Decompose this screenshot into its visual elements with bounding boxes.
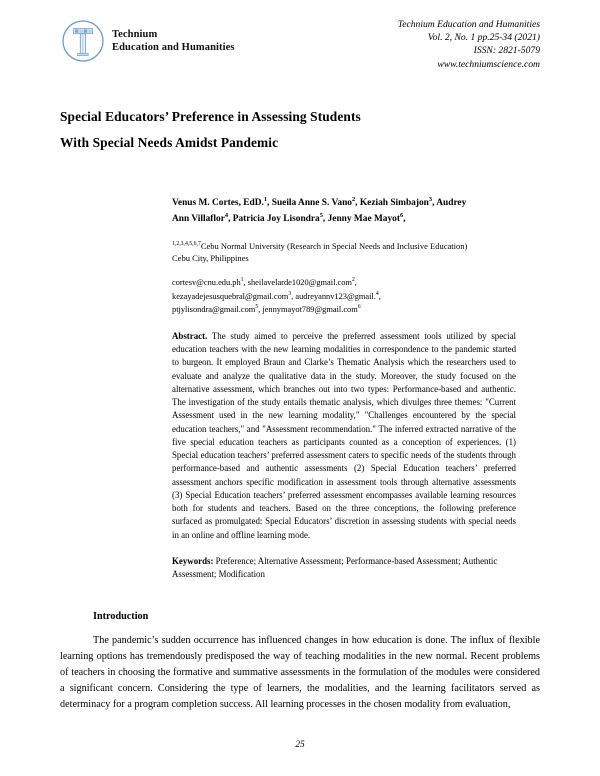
author-email-line: $cortesv@cnu.edu.ph^1$, sheilavelarde1020@gmail.com$^2$,	[172, 277, 357, 287]
author-email-line: ptjylisondra@gmail.com$^5$, jennymayot789@gmail.com$^6$	[172, 304, 361, 315]
journal-brand	[60, 14, 235, 64]
introduction-paragraph: The pandemic’s sudden occurrence has influenced changes in how education is done. The influx of flexible learning options has tremendously predisposed the way of teaching modalities in the new normal. Recent problems of teachers in choosing the formative and summative assessments in the formulation of the modules were considered a significant concern. Considering the type of learners, the modalities, and the learning facilitators served as determinacy for a program completion success. All learning processes in the chosen modality from evaluation,	[60, 634, 540, 710]
keywords-section	[60, 555, 540, 582]
page-title-line-1: Special Educators’ Preference in Assessing Students	[60, 109, 361, 124]
journal-info	[398, 14, 540, 71]
introduction-heading: Introduction	[93, 610, 149, 622]
author-line-2: Ann Villaflor$^4$, Patricia Joy Lisondra$^5$, Jenny Mae Mayot$^6$,	[172, 211, 406, 224]
journal-name: Technium Education and Humanities	[397, 19, 540, 30]
page-title-line-2: With Special Needs Amidst Pandemic	[60, 135, 279, 151]
technium-circular-logo-icon	[60, 18, 106, 64]
keywords-label: Keywords:	[172, 555, 214, 566]
abstract-text: The study aimed to perceive the preferred assessment tools utilized by special education teachers with the new learning modalities in correspondence to the pandemic started to burgeon. It employed Braun and Clarke’s Thematic Analysis which the researchers used to evaluate and analyze the qualitative data in the study. Moreover, the study focused on the alternative assessment, which branches out into two types: Performance-based and authentic. The investigation of the study entails thematic analysis, which divulges three themes: "Current Assessment used in the new learning modality," "Challenges encountered by the special education teachers," and "Assessment recommendation." The inferred extracted narrative of the five special education teachers as participants counted as a conception of experiences. (1) Special education teachers’ preferred assessment caters to specific needs of the students through performance-based and authentic assessments (2) Special Education teachers’ preferred assessment anchors specific modification in assessment tools through alternative assessments (3) Special Education teachers’ preferred assessment encompasses available learning resources both for students and teachers. Based on the three conceptions, the following preference surfaced as promulgated: Special Educators’ discretion in assessing students with special needs in an online and offline learning mode.	[172, 330, 516, 540]
author-affiliation: $^{1,2,3,4,5,6,7}$Cebu Normal University (Research in Special Needs and Inclusive Education) Cebu City, Philippines	[172, 240, 468, 264]
author-emails	[172, 276, 518, 317]
keywords-text: Preference; Alternative Assessment; Performance-based Assessment; Authentic Assessment; Modification	[172, 555, 498, 580]
author-line-1: Venus M. Cortes, EdD.$^1$, Sueila Anne S. Vano$^2$, Keziah Simbajon$^3$, Audrey	[172, 196, 467, 209]
journal-website: www.techniumscience.com	[437, 58, 540, 70]
brand-line-2: Education and Humanities	[112, 42, 235, 53]
authors-block	[60, 196, 540, 316]
brand-wordmark	[112, 28, 235, 54]
journal-issn: ISSN: 2821-5079	[473, 45, 540, 57]
journal-volume-issue: Vol. 2, No. 1 pp.25-34 (2021)	[427, 32, 540, 44]
page-number: 25	[295, 740, 305, 750]
masthead	[60, 14, 540, 76]
author-list	[172, 196, 518, 226]
abstract-section	[60, 330, 540, 542]
brand-line-1: Technium	[112, 28, 158, 40]
author-email-line: kezayadejesusquebral@gmail.com$^3$, audreyannv123@gmail.$^4$,	[172, 290, 381, 301]
page-title	[60, 104, 540, 156]
abstract-label: Abstract.	[172, 330, 208, 341]
